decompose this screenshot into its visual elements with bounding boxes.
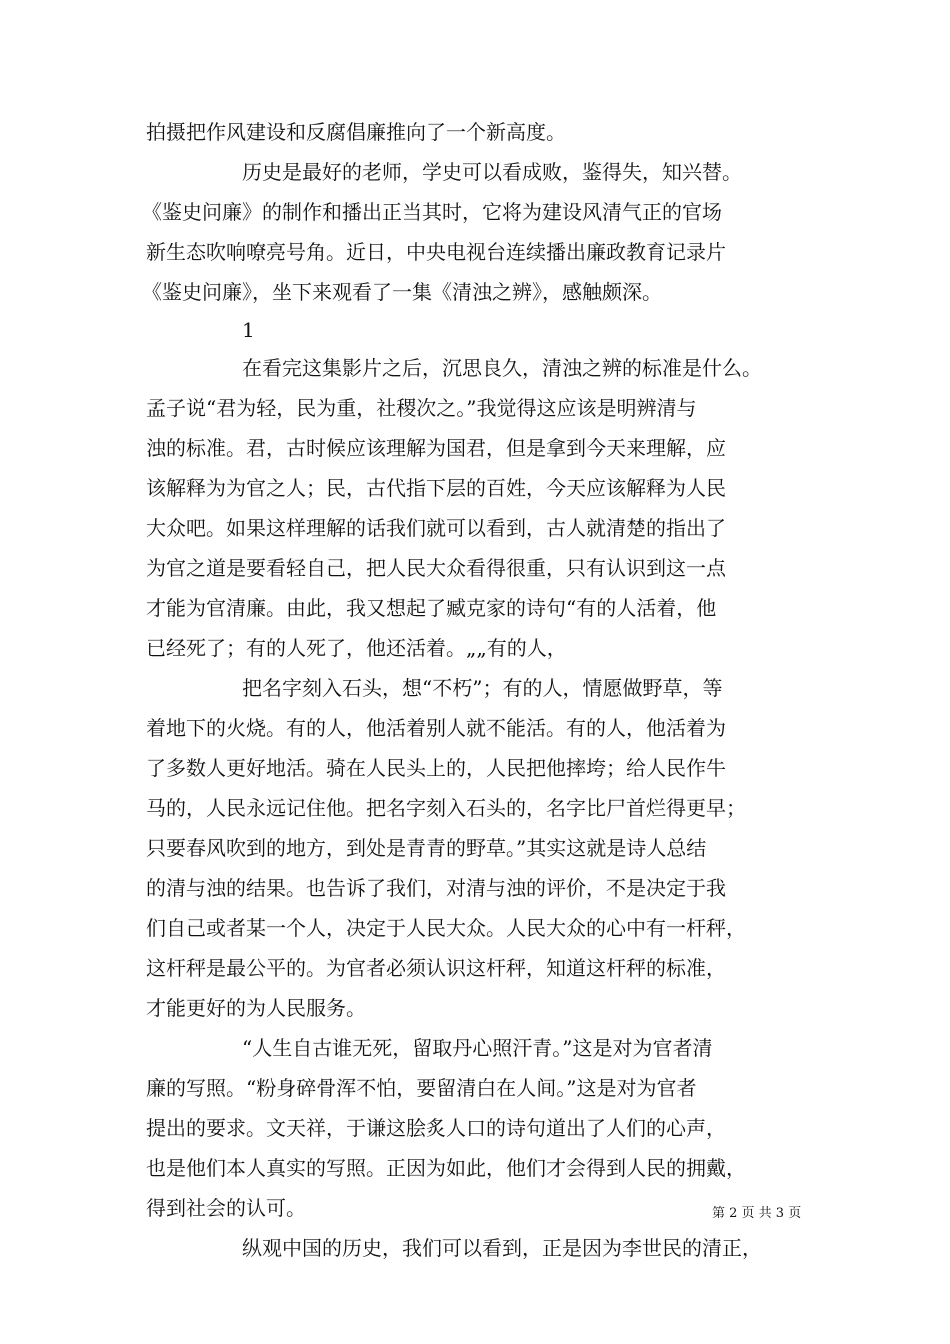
text-line: 为官之道是要看轻自己，把人民大众看得很重，只有认识到这一点 bbox=[146, 556, 726, 580]
text-line: 只要春风吹到的地方，到处是青青的野草。”其实这就是诗人总结 bbox=[146, 836, 707, 860]
text-line: 的清与浊的结果。也告诉了我们，对清与浊的评价，不是决定于我 bbox=[146, 876, 726, 900]
text-line: 也是他们本人真实的写照。正因为如此，他们才会得到人民的拥戴， bbox=[146, 1156, 746, 1180]
text-line: 廉的写照。“粉身碎骨浑不怕，要留清白在人间。”这是对为官者 bbox=[146, 1076, 697, 1100]
text-line: 大众吧。如果这样理解的话我们就可以看到，古人就清楚的指出了 bbox=[146, 516, 726, 540]
text-line: 才能为官清廉。由此，我又想起了臧克家的诗句“有的人活着，他 bbox=[146, 596, 717, 620]
text-line: 该解释为为官之人；民，古代指下层的百姓，今天应该解释为人民 bbox=[146, 476, 726, 500]
text-line: “人生自古谁无死，留取丹心照汗青。”这是对为官者清 bbox=[242, 1036, 713, 1060]
text-line: 浊的标准。君，古时候应该理解为国君，但是拿到今天来理解，应 bbox=[146, 436, 726, 460]
text-line: 孟子说“君为轻，民为重，社稷次之。”我觉得这应该是明辨清与 bbox=[146, 396, 697, 420]
text-line: 提出的要求。文天祥，于谦这脍炙人口的诗句道出了人们的心声， bbox=[146, 1116, 726, 1140]
text-line: 拍摄把作风建设和反腐倡廉推向了一个新高度。 bbox=[146, 120, 566, 144]
text-line: 马的，人民永远记住他。把名字刻入石头的，名字比尸首烂得更早； bbox=[146, 796, 746, 820]
text-line: 们自己或者某一个人，决定于人民大众。人民大众的心中有一杆秤， bbox=[146, 916, 746, 940]
text-line: 《鉴史问廉》的制作和播出正当其时，它将为建设风清气正的官场 bbox=[142, 200, 722, 224]
text-line: 了多数人更好地活。骑在人民头上的，人民把他摔垮；给人民作牛 bbox=[146, 756, 726, 780]
text-line: 历史是最好的老师，学史可以看成败，鉴得失，知兴替。 bbox=[242, 160, 742, 184]
text-line: 在看完这集影片之后，沉思良久，清浊之辨的标准是什么。 bbox=[242, 356, 762, 380]
text-line: 把名字刻入石头，想“不朽”；有的人，情愿做野草，等 bbox=[242, 676, 723, 700]
text-line: 着地下的火烧。有的人，他活着别人就不能活。有的人，他活着为 bbox=[146, 716, 726, 740]
text-line: 1 bbox=[242, 318, 255, 342]
text-line: 新生态吹响嘹亮号角。近日，中央电视台连续播出廉政教育记录片 bbox=[146, 240, 726, 264]
text-line: 《鉴史问廉》，坐下来观看了一集《清浊之辨》，感触颇深。 bbox=[142, 280, 662, 304]
text-line: 得到社会的认可。 bbox=[146, 1196, 306, 1220]
text-line: 已经死了；有的人死了，他还活着。„„有的人， bbox=[146, 636, 567, 660]
text-line: 这杆秤是最公平的。为官者必须认识这杆秤，知道这杆秤的标准， bbox=[146, 956, 726, 980]
page-number: 第 2 页 共 3 页 bbox=[712, 1206, 802, 1221]
text-line: 纵观中国的历史，我们可以看到，正是因为李世民的清正， bbox=[242, 1236, 762, 1260]
text-line: 才能更好的为人民服务。 bbox=[146, 996, 366, 1020]
